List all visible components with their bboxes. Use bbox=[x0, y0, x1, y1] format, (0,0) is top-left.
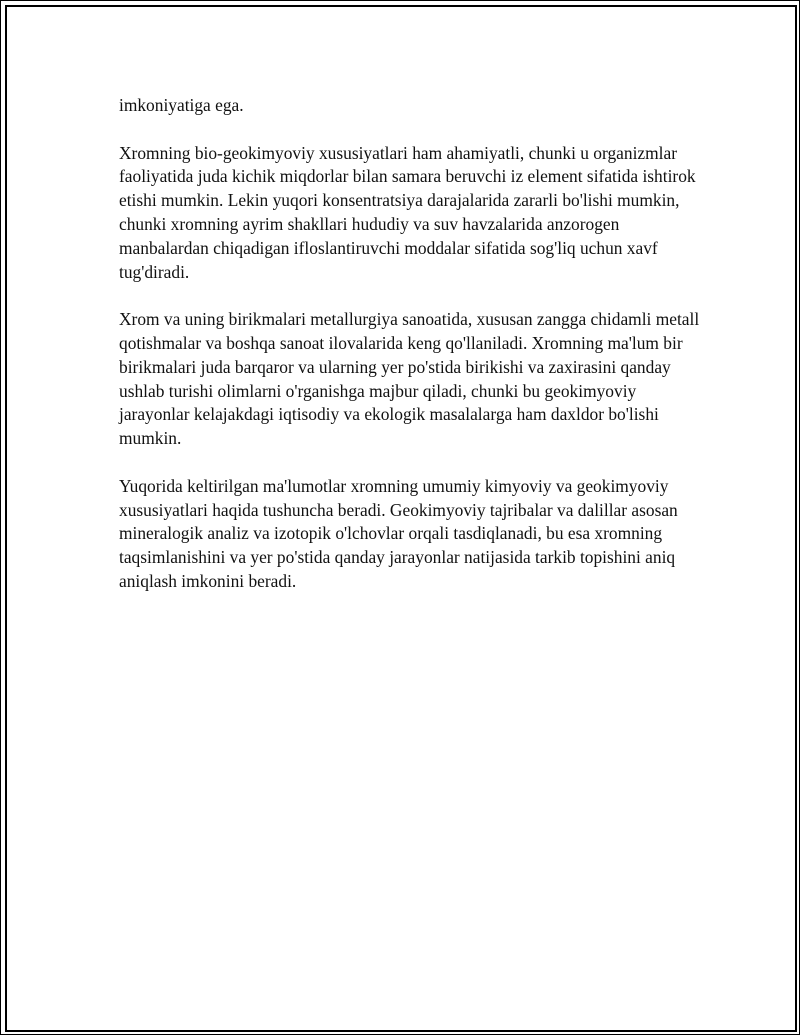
paragraph-metallurgy: Xrom va uning birikmalari metallurgiya sanoatida, xususan zangga chidamli metall qotishmalar va boshqa sanoat ilovalarida keng qo'llaniladi. Xromning ma'lum bir birikmalari juda barqaror va ularning yer po'stida birikishi va zaxirasini qanday ushlab turishi olimlarni o'rganishga majbur qiladi, chunki bu geokimyoviy jarayonlar kelajakdagi iqtisodiy va ekologik masalalarga ham daxldor bo'lishi mumkin. bbox=[119, 309, 700, 449]
paragraph-continuation: imkoniyatiga ega. bbox=[119, 95, 244, 115]
paragraph-bio-geochemical: Xromning bio-geokimyoviy xususiyatlari ham ahamiyatli, chunki u organizmlar faoliyatida juda kichik miqdorlar bilan samara beruvchi iz element sifatida ishtirok etishi mumkin. Lekin yuqori konsentratsiya darajalarida zararli bo'lishi mumkin, chunki xromning ayrim shakllari hududiy va suv havzalarida anzorogen manbalardan chiqadigan ifloslantiruvchi moddalar sifatida sog'liq uchun xavf tug'diradi. bbox=[119, 142, 696, 282]
document-body bbox=[119, 94, 709, 618]
paragraph-summary: Yuqorida keltirilgan ma'lumotlar xromning umumiy kimyoviy va geokimyoviy xususiyatlari haqida tushuncha beradi. Geokimyoviy tajribalar va dalillar asosan mineralogik analiz va izotopik o'lchovlar orqali tasdiqlanadi, bu esa xromning taqsimlanishini va yer po'stida qanday jarayonlar natijasida tarkib topishini aniq aniqlash imkonini beradi. bbox=[119, 475, 678, 591]
